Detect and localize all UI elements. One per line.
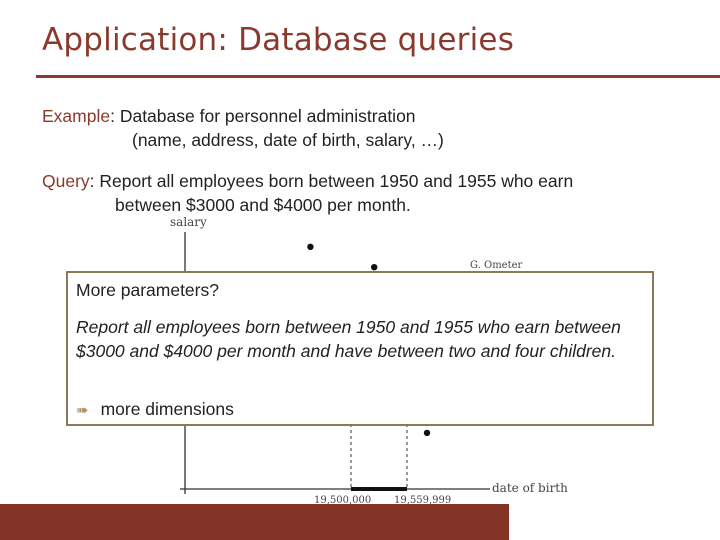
y-axis-label: salary [170, 215, 207, 229]
query-label: Query [42, 171, 90, 191]
example-label: Example [42, 106, 111, 126]
callout-body: Report all employees born between 1950 and 1955 who earn between $3000 and $4000 per month and have between two and four children. [76, 317, 621, 361]
query-line-1 [42, 171, 573, 192]
example-line-1 [42, 106, 416, 127]
slide-title: Application: Database queries [42, 22, 515, 58]
arrow-right-icon: ➠ [76, 402, 89, 419]
example-line-2: (name, address, date of birth, salary, …) [132, 130, 444, 150]
callout-heading: More parameters? [76, 280, 219, 300]
scatter-point-1 [307, 244, 313, 250]
x-tick-label-1: 19,500,000 [314, 495, 372, 504]
query-line-2: between $3000 and $4000 per month. [115, 195, 411, 215]
title-divider [36, 75, 720, 78]
example-text: : Database for personnel administration [110, 106, 416, 126]
annotation-label: G. Ometer [470, 260, 523, 271]
footer-bar [0, 504, 509, 540]
x-axis-label: date of birth [492, 481, 568, 495]
x-tick-label-2: 19,559,999 [394, 495, 452, 504]
scatter-point-4 [371, 264, 377, 270]
query-text: : Report all employees born between 1950 and 1955 who earn [89, 171, 574, 191]
callout-bullet [76, 399, 234, 420]
more-parameters-callout [66, 271, 654, 426]
callout-bullet-text: more dimensions [100, 399, 234, 419]
scatter-point-6 [424, 430, 430, 436]
